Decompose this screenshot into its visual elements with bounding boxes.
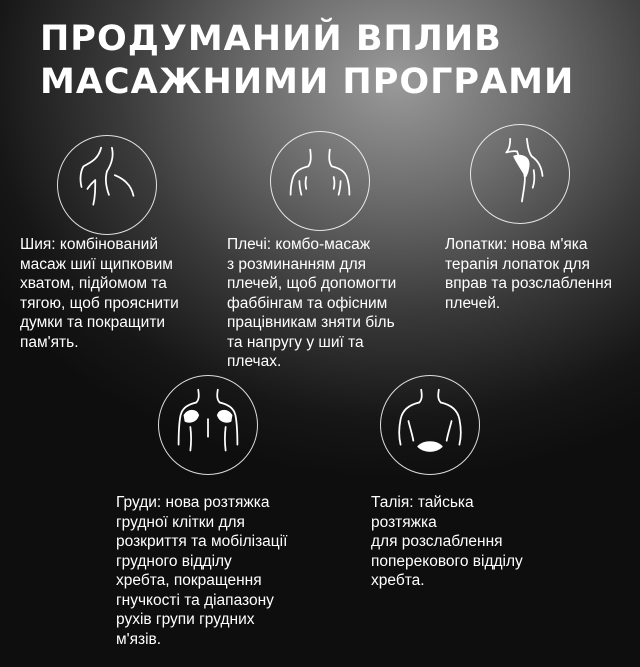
waist-icon-circle xyxy=(380,375,480,475)
neck-icon xyxy=(58,136,156,234)
shoulder-blades-icon-circle xyxy=(470,124,570,224)
shoulders-icon-circle xyxy=(270,131,370,231)
chest-icon xyxy=(159,376,257,474)
chest-icon-circle xyxy=(158,375,258,475)
program-neck-description: Шия: комбінований масаж шиї щипковим хватом, підйомом та тягою, щоб прояснити думки та покращити пам'ять. xyxy=(20,236,179,351)
shoulders-icon xyxy=(271,132,369,230)
title-line-1: ПРОДУМАНИЙ ВПЛИВ xyxy=(40,19,502,59)
program-shoulder-blades-description: Лопатки: нова м'яка терапія лопаток для вправ та розслаблення плечей. xyxy=(445,236,613,312)
neck-icon-circle xyxy=(57,135,157,235)
program-shoulders-description: Плечі: комбо-масаж з розминанням для плечей, щоб допомогти фаббінгам та офісним працівникам зняти біль та напругу у шиї та плечах. xyxy=(227,236,397,370)
shoulder-blades-icon xyxy=(471,125,569,223)
title-line-2: МАСАЖНИМИ ПРОГРАМИ xyxy=(40,62,575,102)
program-chest-description: Груди: нова розтяжка грудної клітки для розкриття та мобілізації грудного відділу хребта, покращення гнучкості та діапазону рухів групи грудних м'язів. xyxy=(116,494,288,648)
program-waist-description: Талія: тайська розтяжка для розслаблення поперекового відділу хребта. xyxy=(371,494,523,589)
page-title xyxy=(40,18,574,104)
waist-icon xyxy=(381,376,479,474)
